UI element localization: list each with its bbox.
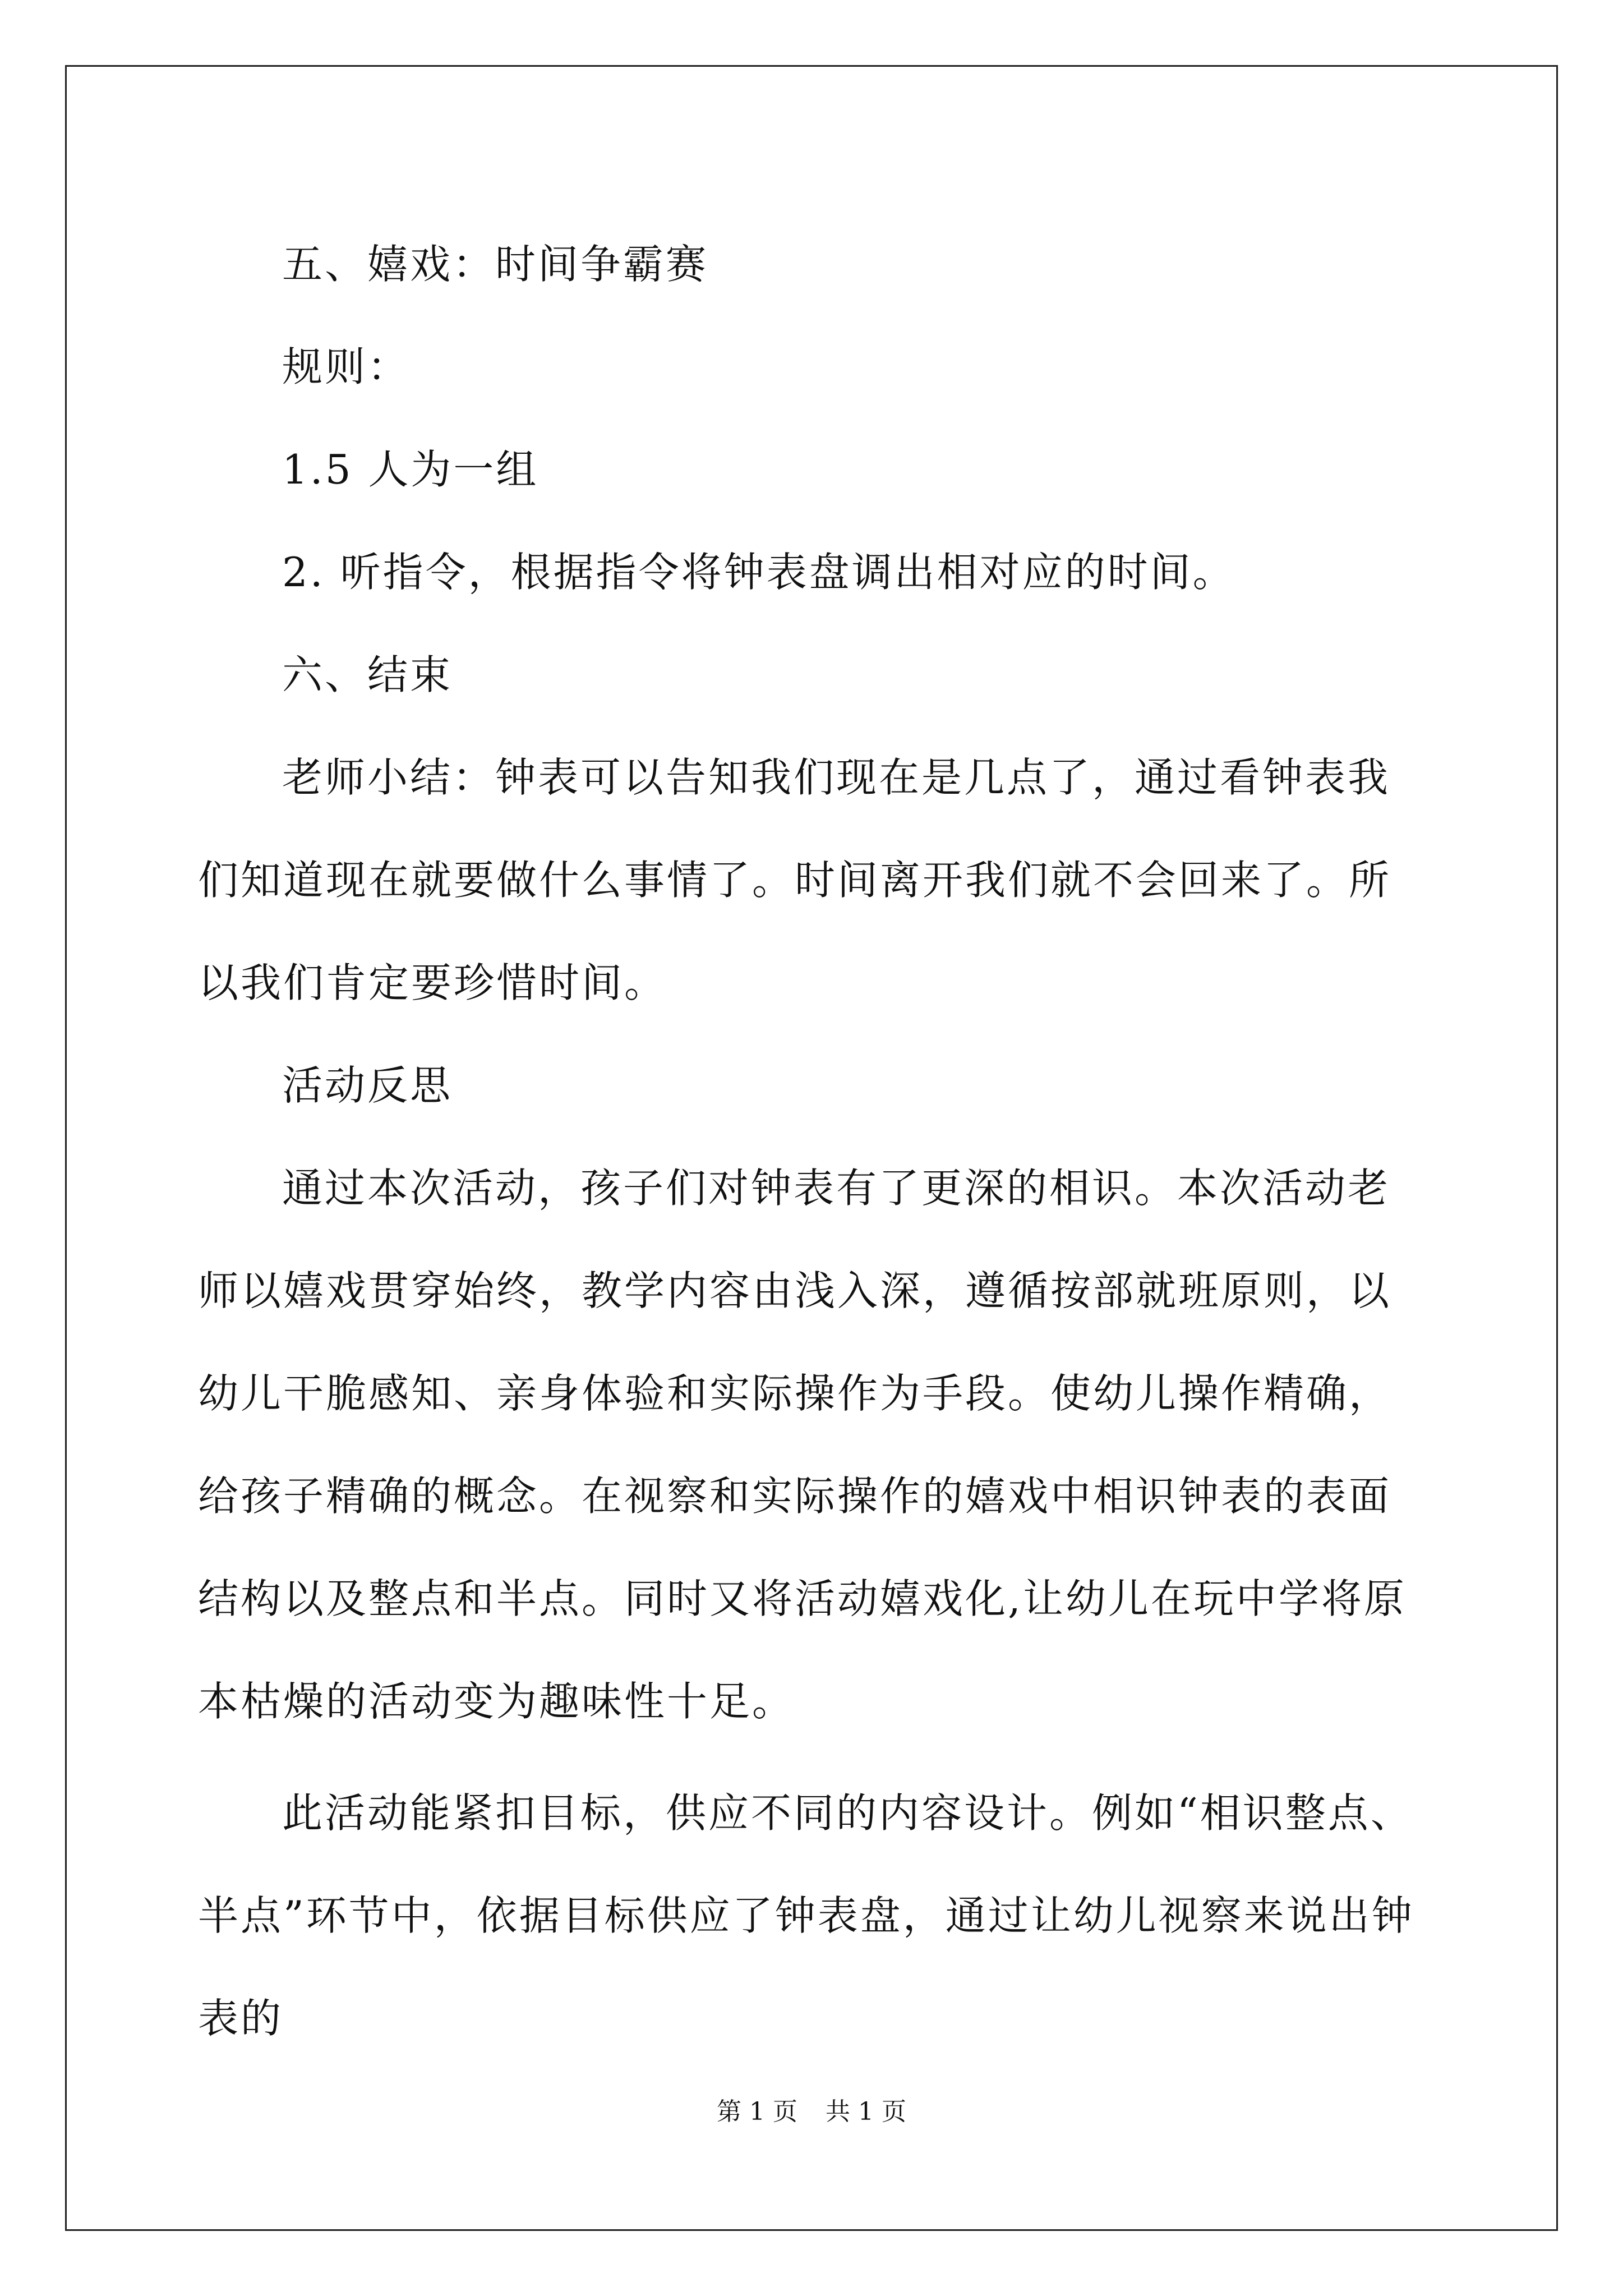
teacher-summary: 老师小结：钟表可以告知我们现在是几点了，通过看钟表我们知道现在就要做什么事情了。时间离开我们就不会回来了。所以我们肯定要珍惜时间。 bbox=[198, 754, 1392, 1006]
heading-end: 六、结束 bbox=[282, 651, 453, 698]
reflection-paragraph-2: 此活动能紧扣目标，供应不同的内容设计。例如“相识整点、半点”环节中，依据目标供应了钟表盘，通过让幼儿视察来说出钟表的 bbox=[198, 1789, 1414, 2042]
rule-item-1: 1.5 人为一组 bbox=[282, 446, 539, 493]
page-footer bbox=[0, 2091, 1623, 2127]
page-number-current: 第 1 页 bbox=[717, 2097, 797, 2126]
document-body bbox=[198, 213, 1432, 2070]
rules-label: 规则： bbox=[282, 343, 411, 390]
rule-item-2: 2. 听指令，根据指令将钟表盘调出相对应的时间。 bbox=[282, 549, 1235, 596]
reflection-paragraph-1: 通过本次活动，孩子们对钟表有了更深的相识。本次活动老师以嬉戏贯穿始终，教学内容由浅入深，遵循按部就班原则，以幼儿干脆感知、亲身体验和实际操作为手段。使幼儿操作精确，给孩子精确的概念。在视察和实际操作的嬉戏中相识钟表的表面结构以及整点和半点。同时又将活动嬉戏化,让幼儿在玩中学将原本枯燥的活动变为趣味性十足。 bbox=[198, 1165, 1407, 1725]
page-number-total: 共 1 页 bbox=[826, 2097, 906, 2126]
heading-game: 五、嬉戏：时间争霸赛 bbox=[282, 241, 709, 288]
heading-reflection: 活动反思 bbox=[282, 1062, 453, 1109]
